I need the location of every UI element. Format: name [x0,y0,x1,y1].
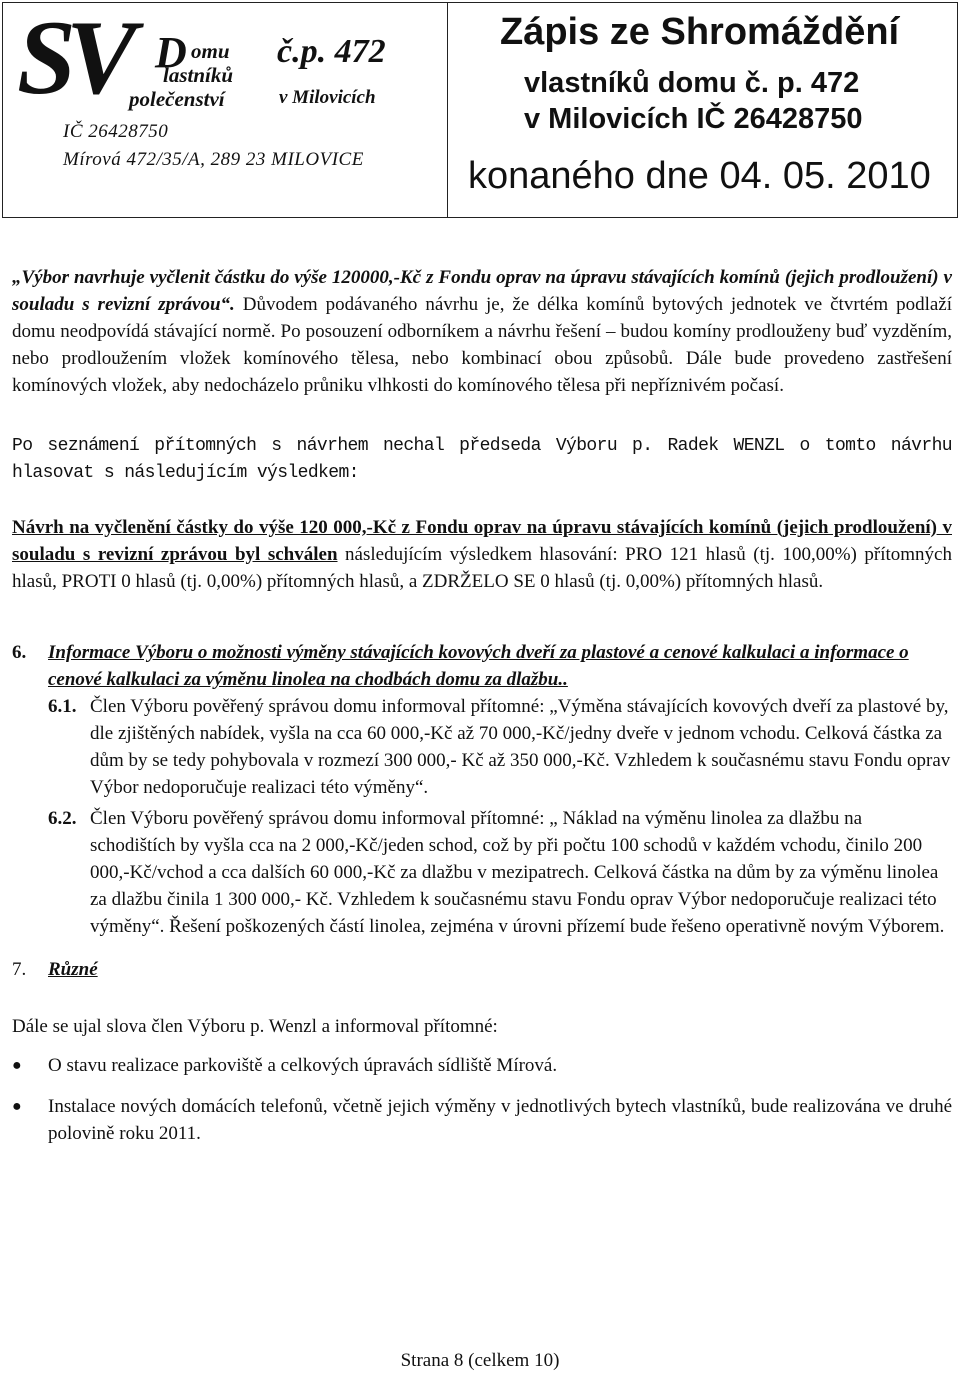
proposal-quote: „Výbor navrhuje vyčlenit částku do výše 120000,-Kč z Fondu oprav na úpravu stávajících komínů (jejich prodloužení) v souladu s revizní zprávou“. [12,267,952,315]
proposal-justification: Důvodem podávaného návrhu je, že délka komínů bytových jednotek ve čtvrtém podlaží domu neodpovídá stávající normě. Po posouzení odborníkem a návrhu řešení – budou komíny prodlouženy buď vyzděním, nebo prodloužením vložek komínového tělesa, nebo kombinací obou způsobů. Dále bude provedeno zastřešení komínových vložek, aby nedocházelo průniku vlhkosti do komínového tělesa při nepříznivém počasí. [12,294,952,396]
subsection-6-1 [48,693,952,801]
subsection-text: Člen Výboru pověřený správou domu informoval přítomné: „Výměna stávajících kovových dveří za plastové by, dle zjištěných nabídek, vyšla na cca 60 000,-Kč až 70 000,-Kč/jedny dveře v jednom vchodu. Celková částka za dům by se tedy pohybovala v rozmezí 300 000,- Kč až 350 000,-Kč. Vzhledem k současnému stavu Fondu oprav Výbor nedoporučuje realizaci této výměny“. [90,696,951,798]
logo-ic: IČ 26428750 [63,121,169,142]
logo-house-number: č.p. 472 [277,33,386,70]
meeting-date: konaného dne 04. 05. 2010 [468,155,931,197]
list-item-text: Instalace nových domácích telefonů, včetně jejich výměny v jednotlivých bytech vlastníků, bude realizována ve druhé polovině roku 2011. [48,1096,952,1144]
wenzl-announcement: Dále se ujal slova člen Výboru p. Wenzl a informoval přítomné: [12,1016,498,1037]
list-item [12,1093,952,1147]
logo-sv-monogram: SV [17,0,127,116]
section-title: Informace Výboru o možnosti výměny stávajících kovových dveří za plastové a cenové kalkulaci a informace o cenové kalkulaci za výměnu linolea na chodbách domu za dlažbu.. [48,642,909,690]
logo-polecenstvi: polečenství [129,87,225,111]
voting-result-paragraph [12,514,952,595]
bullet-icon: ● [12,1098,22,1115]
document-subtitle-line2: v Milovicích IČ 26428750 [524,103,863,135]
document-header [2,2,958,218]
logo-d-initial: D [155,28,187,77]
section-6-heading [12,639,952,693]
bullet-icon: ● [12,1057,22,1074]
list-item [12,1052,952,1079]
section-number: 6. [12,642,27,663]
voting-result-counts: následujícím výsledkem hlasování: PRO 121 hlasů (tj. 100,00%) přítomných hlasů, PROTI 0 hlasů (tj. 0,00%) přítomných hlasů, a ZDRŽELO SE 0 hlasů (tj. 0,00%) přítomných hlasů. [12,544,952,592]
logo-domu: omu [191,39,230,63]
chimney-proposal-paragraph [12,264,952,399]
title-block [447,3,958,217]
section-title: Různé [48,959,98,980]
voting-result-resolution: Návrh na vyčlenění částky do výše 120 000,-Kč z Fondu oprav na úpravu stávajících komínů (jejich prodloužení) v souladu s revizní zprávou byl schválen [12,517,952,565]
subsection-text: Člen Výboru pověřený správou domu informoval přítomné: „ Náklad na výměnu linolea za dlažbu na schodištích by vyšla cca na 2 000,-Kč/jeden schod, což by při počtu 100 schodů v každém vchodu, činilo 200 000,-Kč/vchod a cca dalších 60 000,-Kč za dlažbu v mezipatrech. Celková částka na dům by za výměnu linolea za dlažbu činila 1 300 000,- Kč. Vzhledem k současnému stavu Fondu oprav Výbor nedoporučuje realizaci této výměny“. Řešení poškozených částí linolea, zejména v úrovni přízemí bude řešeno operativně novým Výborem. [90,808,945,937]
subsection-6-2 [48,805,952,940]
logo-address: Mírová 472/35/A, 289 23 MILOVICE [63,149,364,170]
document-title: Zápis ze Shromáždění [500,11,900,53]
subsection-number: 6.2. [48,808,77,829]
document-subtitle-line1: vlastníků domu č. p. 472 [524,67,860,99]
page-footer: Strana 8 (celkem 10) [400,1350,560,1371]
document-body [12,264,952,1161]
list-item-text: O stavu realizace parkoviště a celkových úpravách sídliště Mírová. [48,1055,558,1076]
subsection-number: 6.1. [48,696,77,717]
logo-town: v Milovicích [279,87,376,108]
voting-intro: Po seznámení přítomných s návrhem nechal předseda Výboru p. Radek WENZL o tomto návrhu hlasovat s následujícím výsledkem: [12,436,952,483]
announcement-list [12,1052,952,1147]
section-7-heading [12,956,952,983]
section-number: 7. [12,959,27,980]
association-logo [3,0,447,217]
logo-lastniku: lastníků [163,63,234,87]
